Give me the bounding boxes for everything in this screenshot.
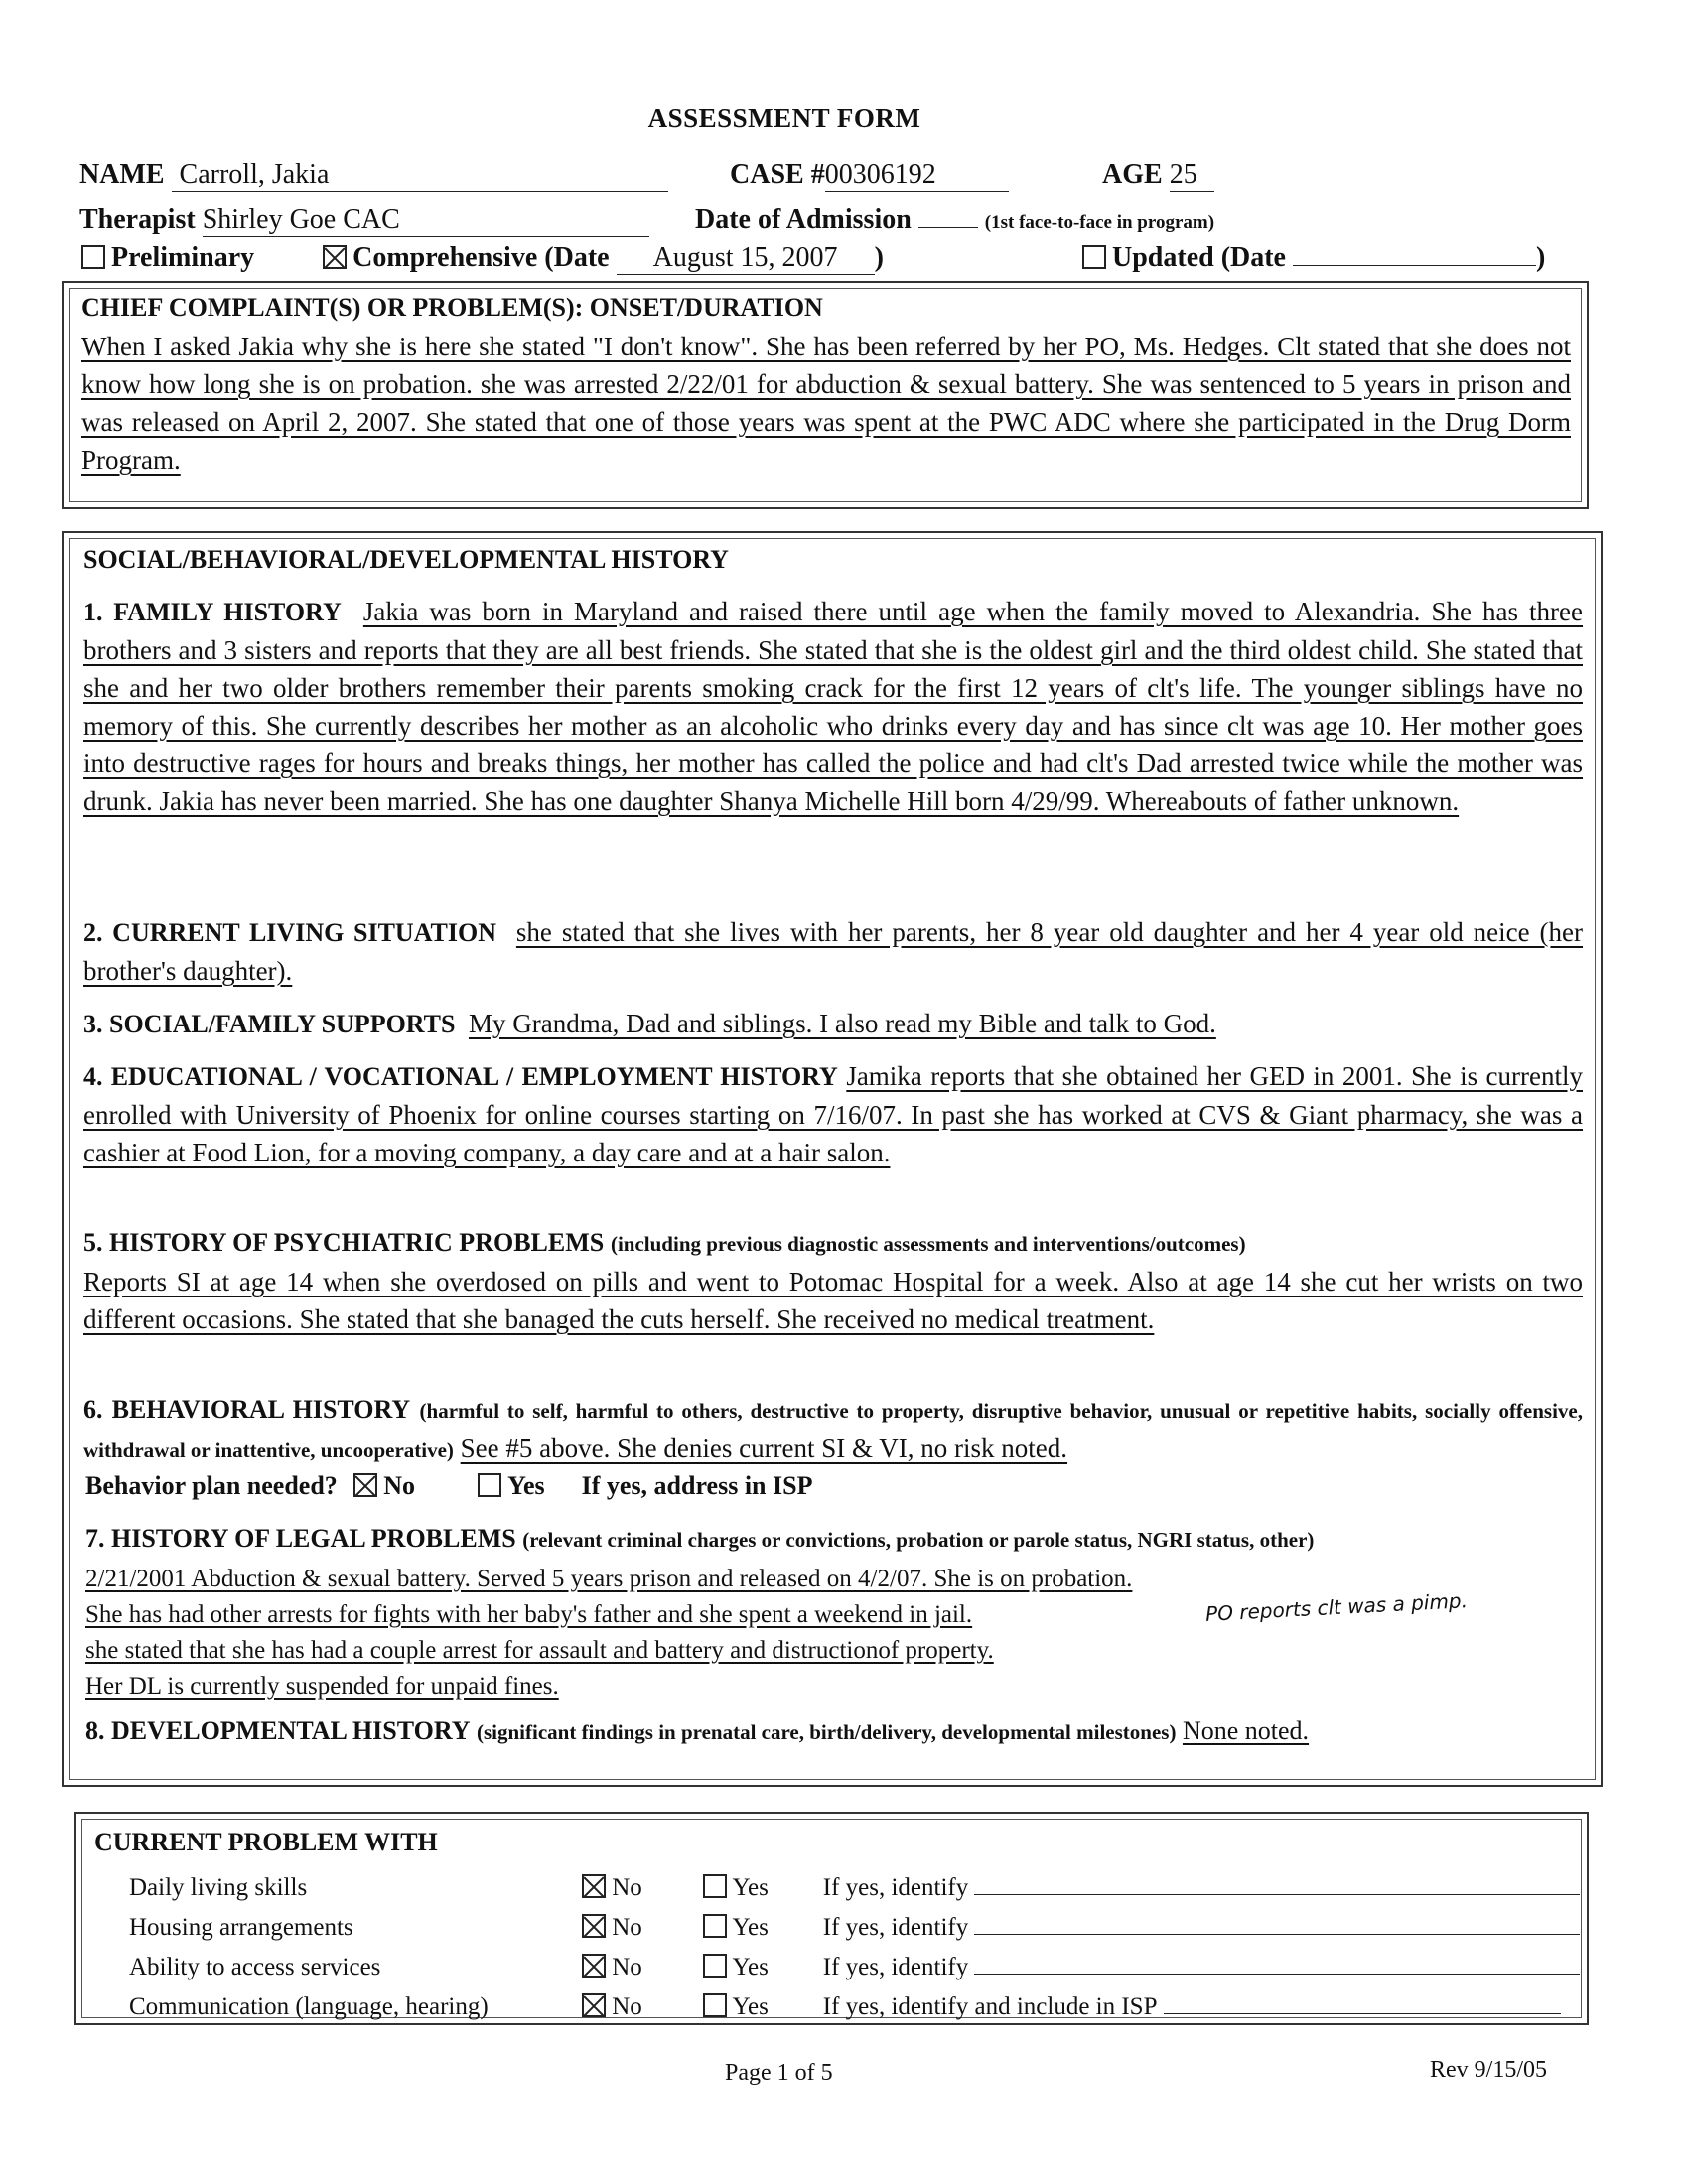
no-checkbox[interactable] <box>582 1993 606 2017</box>
yes-label: Yes <box>732 1874 769 1901</box>
chief-complaint-box <box>62 281 1589 509</box>
behavior-plan-yes-checkbox[interactable] <box>478 1473 501 1497</box>
form-title: ASSESSMENT FORM <box>647 103 921 133</box>
comprehensive-date-field[interactable] <box>617 242 875 275</box>
education-history <box>83 1057 1583 1171</box>
living-situation-label: 2. CURRENT LIVING SITUATION <box>83 918 497 947</box>
name-row <box>79 159 668 192</box>
admission-field[interactable] <box>918 227 978 228</box>
no-label: No <box>612 1874 642 1901</box>
legal-line: 2/21/2001 Abduction & sexual battery. Served 5 years prison and released on 4/2/07. She is on probation. <box>85 1566 1133 1592</box>
handwritten-note: PO reports clt was a pimp. <box>1204 1588 1469 1626</box>
close-paren: ) <box>874 242 884 273</box>
legal-line: Her DL is currently suspended for unpaid fines. <box>85 1673 559 1700</box>
problem-row-access-services <box>129 1954 1580 1981</box>
page-number: Page 1 of 5 <box>725 2060 833 2086</box>
current-problem-title: CURRENT PROBLEM WITH <box>94 1828 438 1856</box>
psychiatric-history <box>83 1223 1583 1338</box>
family-history <box>83 593 1583 820</box>
identify-field[interactable] <box>974 1974 1580 1975</box>
developmental-history-text: None noted. <box>1182 1716 1310 1745</box>
behavioral-history <box>83 1390 1583 1469</box>
identify-field[interactable] <box>1164 2013 1561 2014</box>
therapist-value: Shirley Goe CAC <box>202 205 400 235</box>
admission-note: (1st face-to-face in program) <box>984 212 1215 233</box>
case-row <box>730 159 1009 192</box>
revision-date: Rev 9/15/05 <box>1430 2057 1547 2083</box>
chief-complaint-title: CHIEF COMPLAINT(S) OR PROBLEM(S): ONSET/DURATION <box>81 293 823 322</box>
behavior-plan-yes: Yes <box>507 1471 545 1500</box>
living-situation-text: she stated that she lives with her parents, her 8 year old daughter and her 4 year old neice (her brother's daughter). <box>83 917 1584 986</box>
legal-history-header <box>85 1524 1314 1554</box>
problem-row-daily-living <box>129 1874 1580 1902</box>
yes-label: Yes <box>732 1914 769 1941</box>
chief-complaint-text <box>81 328 1571 478</box>
name-label: NAME <box>79 159 165 190</box>
developmental-history-label: 8. DEVELOPMENTAL HISTORY <box>85 1716 471 1745</box>
preliminary-checkbox[interactable] <box>81 245 105 269</box>
yes-label: Yes <box>732 1954 769 1980</box>
yes-checkbox[interactable] <box>703 1874 727 1898</box>
legal-history-lines <box>85 1562 1132 1705</box>
preliminary-label: Preliminary <box>111 242 255 273</box>
yes-checkbox[interactable] <box>703 1954 727 1978</box>
psychiatric-history-label: 5. HISTORY OF PSYCHIATRIC PROBLEMS <box>83 1228 605 1257</box>
behavioral-history-label: 6. BEHAVIORAL HISTORY <box>83 1395 411 1424</box>
no-checkbox[interactable] <box>582 1954 606 1978</box>
therapist-field[interactable] <box>203 205 649 237</box>
yes-checkbox[interactable] <box>703 1914 727 1938</box>
behavior-plan-no-checkbox[interactable] <box>353 1473 377 1497</box>
chief-complaint-value: When I asked Jakia why she is here she stated "I don't know". She has been referred by her PO, Ms. Hedges. Clt stated that she does not know how long she is on probation. she was arrested 2/22/01 for abduction & sexual battery. She was sentenced to 5 years in prison and was released on April 2, 2007. She stated that one of those years was spent at the PWC ADC where she participated in the Drug Dorm Program. <box>81 332 1571 475</box>
identify-label: If yes, identify and include in ISP <box>822 1993 1158 2020</box>
family-history-label: 1. FAMILY HISTORY <box>83 598 342 626</box>
identify-label: If yes, identify <box>822 1874 969 1901</box>
identify-label: If yes, identify <box>822 1914 969 1941</box>
yes-label: Yes <box>732 1993 769 2020</box>
problem-row-communication <box>129 1993 1561 2021</box>
history-box <box>62 531 1603 1787</box>
history-title: SOCIAL/BEHAVIORAL/DEVELOPMENTAL HISTORY <box>83 545 729 574</box>
family-supports-label: 3. SOCIAL/FAMILY SUPPORTS <box>83 1010 456 1038</box>
behavioral-history-sub: (harmful to self, harmful to others, destructive to property, disruptive behavior, unusual or repetitive habits, socially offensive, withdrawal or inattentive, uncooperative) <box>83 1399 1584 1462</box>
identify-field[interactable] <box>974 1934 1580 1935</box>
comprehensive-label: Comprehensive (Date <box>352 242 610 273</box>
problem-row-housing <box>129 1914 1580 1942</box>
behavior-plan-row <box>85 1471 812 1501</box>
behavioral-history-text: See #5 above. She denies current SI & VI, no risk noted. <box>460 1433 1068 1463</box>
legal-line: She has had other arrests for fights with her baby's father and she spent a weekend in jail. <box>85 1601 973 1628</box>
admission-row <box>695 205 1214 236</box>
psychiatric-history-text: Reports SI at age 14 when she overdosed on pills and went to Potomac Hospital for a week. Also at age 14 she cut her wrists on two different occasions. She stated that she banaged the cuts herself. She received no medical treatment. <box>83 1267 1583 1334</box>
assessment-type-row <box>81 242 884 275</box>
identify-label: If yes, identify <box>822 1954 969 1980</box>
family-supports-text: My Grandma, Dad and siblings. I also read my Bible and talk to God. <box>468 1009 1216 1038</box>
legal-history-sub: (relevant criminal charges or convictions, probation or parole status, NGRI status, other) <box>522 1528 1315 1552</box>
psychiatric-history-sub: (including previous diagnostic assessments and interventions/outcomes) <box>610 1232 1246 1256</box>
problem-name: Communication (language, hearing) <box>129 1993 489 2020</box>
case-field[interactable] <box>825 159 1009 192</box>
updated-label: Updated (Date <box>1112 242 1286 273</box>
developmental-history-sub: (significant findings in prenatal care, birth/delivery, developmental milestones) <box>476 1720 1177 1744</box>
living-situation <box>83 913 1583 990</box>
age-row <box>1102 159 1214 192</box>
no-label: No <box>612 1954 642 1980</box>
therapist-label: Therapist <box>79 205 196 235</box>
name-field[interactable] <box>172 159 668 192</box>
case-value: 00306192 <box>824 159 936 190</box>
updated-checkbox[interactable] <box>1082 245 1106 269</box>
age-field[interactable] <box>1170 159 1214 192</box>
updated-row <box>1082 242 1545 274</box>
no-label: No <box>612 1914 642 1941</box>
updated-date-field[interactable] <box>1293 265 1536 266</box>
no-checkbox[interactable] <box>582 1874 606 1898</box>
problem-name: Daily living skills <box>129 1874 308 1901</box>
developmental-history <box>85 1716 1309 1746</box>
problem-name: Ability to access services <box>129 1954 381 1980</box>
no-checkbox[interactable] <box>582 1914 606 1938</box>
behavior-plan-label: Behavior plan needed? <box>85 1471 338 1500</box>
family-supports <box>83 1005 1583 1043</box>
admission-label: Date of Admission <box>695 205 912 235</box>
education-history-label: 4. EDUCATIONAL / VOCATIONAL / EMPLOYMENT HISTORY <box>83 1062 838 1091</box>
no-label: No <box>612 1993 642 2020</box>
legal-history-label: 7. HISTORY OF LEGAL PROBLEMS <box>85 1524 516 1553</box>
education-history-text: Jamika reports that she obtained her GED in 2001. She is currently enrolled with University of Phoenix for online courses starting on 7/16/07. In past she has worked at CVS & Giant pharmacy, she was a cashier at Food Lion, for a moving company, a day care and at a hair salon. <box>83 1061 1583 1167</box>
updated-close-paren: ) <box>1536 242 1546 273</box>
legal-line: she stated that she has had a couple arrest for assault and battery and distructionof property. <box>85 1637 994 1664</box>
name-value: Carroll, Jakia <box>179 159 330 190</box>
behavior-plan-no: No <box>383 1471 416 1500</box>
behavior-plan-note: If yes, address in ISP <box>581 1471 813 1500</box>
comprehensive-date: August 15, 2007 <box>652 242 838 273</box>
yes-checkbox[interactable] <box>703 1993 727 2017</box>
problem-name: Housing arrangements <box>129 1914 353 1941</box>
age-value: 25 <box>1169 159 1197 190</box>
comprehensive-checkbox[interactable] <box>323 245 347 269</box>
therapist-row <box>79 205 649 237</box>
family-history-text: Jakia was born in Maryland and raised there until age when the family moved to Alexandria. She has three brothers and 3 sisters and reports that they are all best friends. She stated that she is the oldest girl and the third oldest child. She stated that she and her two older brothers remember their parents smoking crack for the first 12 years of clt's life. The younger siblings have no memory of this. She currently describes her mother as an alcoholic who drinks every day and has since clt was age 10. Her mother goes into destructive rages for hours and breaks things, her mother has called the police and had clt's Dad arrested twice while the mother was drunk. Jakia has never been married. She has one daughter Shanya Michelle Hill born 4/29/99. Whereabouts of father unknown. <box>83 597 1584 816</box>
age-label: AGE <box>1102 159 1163 190</box>
identify-field[interactable] <box>974 1894 1580 1895</box>
case-label: CASE # <box>730 159 825 190</box>
